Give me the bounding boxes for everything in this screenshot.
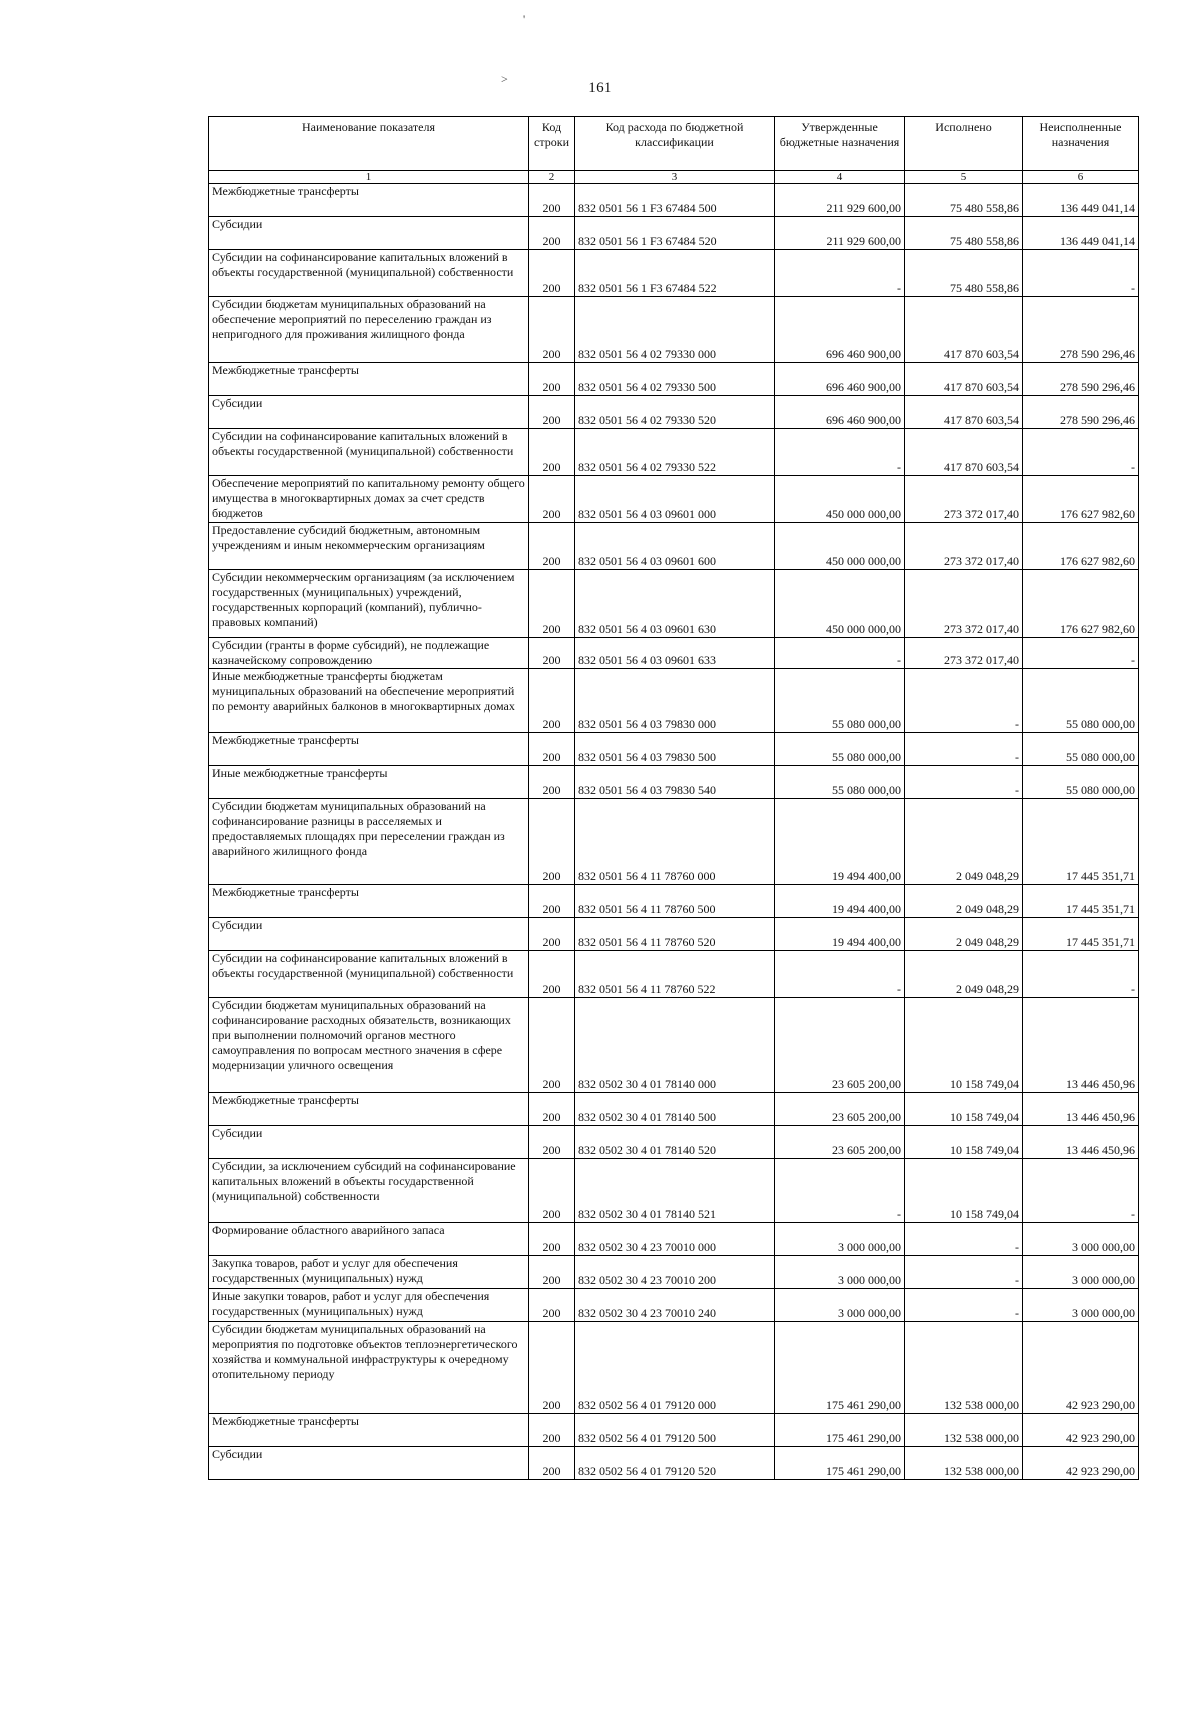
line-code-cell: 200 [529,733,575,766]
line-code-cell: 200 [529,766,575,799]
table-row [209,1289,1139,1322]
executed-amount-cell: 75 480 558,86 [905,250,1023,297]
line-code-cell: 200 [529,638,575,669]
line-code-cell: 200 [529,184,575,217]
executed-amount-cell: 10 158 749,04 [905,998,1023,1093]
indicator-name-cell: Межбюджетные трансферты [209,885,529,918]
table-row [209,476,1139,523]
table-row [209,918,1139,951]
executed-amount-cell: 273 372 017,40 [905,523,1023,570]
budget-code-cell: 832 0501 56 1 F3 67484 500 [575,184,775,217]
budget-code-cell: 832 0502 30 4 23 70010 000 [575,1223,775,1256]
unexecuted-amount-cell: 17 445 351,71 [1023,885,1139,918]
approved-amount-cell: 19 494 400,00 [775,799,905,885]
line-code-cell: 200 [529,297,575,363]
executed-amount-cell: 2 049 048,29 [905,951,1023,998]
unexecuted-amount-cell: 42 923 290,00 [1023,1414,1139,1447]
table-row [209,217,1139,250]
executed-amount-cell: 417 870 603,54 [905,396,1023,429]
line-code-cell: 200 [529,217,575,250]
unexecuted-amount-cell: 55 080 000,00 [1023,733,1139,766]
indicator-name-cell: Иные межбюджетные трансферты бюджетам муниципальных образований на обеспечение мероприятий по ремонту аварийных балконов в многоквартирных домах [209,669,529,733]
indicator-name-cell: Субсидии бюджетам муниципальных образований на софинансирование разницы в расселяемых и предоставляемых площадях при переселении граждан из аварийного жилищного фонда [209,799,529,885]
approved-amount-cell: 175 461 290,00 [775,1447,905,1480]
executed-amount-cell: 2 049 048,29 [905,885,1023,918]
unexecuted-amount-cell: - [1023,951,1139,998]
budget-code-cell: 832 0501 56 4 11 78760 500 [575,885,775,918]
indicator-name-cell: Субсидии [209,396,529,429]
budget-code-cell: 832 0501 56 1 F3 67484 522 [575,250,775,297]
executed-amount-cell: 273 372 017,40 [905,570,1023,638]
indicator-name-cell: Иные межбюджетные трансферты [209,766,529,799]
approved-amount-cell: 175 461 290,00 [775,1414,905,1447]
budget-code-cell: 832 0501 56 4 03 79830 000 [575,669,775,733]
approved-amount-cell: 55 080 000,00 [775,733,905,766]
indicator-name-cell: Формирование областного аварийного запаса [209,1223,529,1256]
table-row [209,733,1139,766]
executed-amount-cell: 132 538 000,00 [905,1322,1023,1414]
budget-code-cell: 832 0501 56 4 11 78760 522 [575,951,775,998]
table-row [209,1447,1139,1480]
table-row [209,396,1139,429]
unexecuted-amount-cell: 17 445 351,71 [1023,799,1139,885]
line-code-cell: 200 [529,951,575,998]
indicator-name-cell: Субсидии некоммерческим организациям (за исключением государственных (муниципальных) учреждений, государственных корпораций (компаний), публично-правовых компаний) [209,570,529,638]
line-code-cell: 200 [529,1256,575,1289]
line-code-cell: 200 [529,1126,575,1159]
budget-code-cell: 832 0501 56 4 03 09601 000 [575,476,775,523]
approved-amount-cell: 696 460 900,00 [775,297,905,363]
approved-amount-cell: - [775,429,905,476]
unexecuted-amount-cell: 3 000 000,00 [1023,1289,1139,1322]
approved-amount-cell: 3 000 000,00 [775,1223,905,1256]
table-row [209,998,1139,1093]
approved-amount-cell: 3 000 000,00 [775,1256,905,1289]
table-row [209,570,1139,638]
budget-code-cell: 832 0502 30 4 01 78140 000 [575,998,775,1093]
budget-code-cell: 832 0501 56 4 03 09601 600 [575,523,775,570]
executed-amount-cell: 273 372 017,40 [905,638,1023,669]
indicator-name-cell: Субсидии на софинансирование капитальных вложений в объекты государственной (муниципальной) собственности [209,250,529,297]
header-row [209,117,1139,171]
indicator-name-cell: Межбюджетные трансферты [209,363,529,396]
line-code-cell: 200 [529,1159,575,1223]
line-code-cell: 200 [529,669,575,733]
unexecuted-amount-cell: 3 000 000,00 [1023,1223,1139,1256]
budget-code-cell: 832 0501 56 4 02 79330 522 [575,429,775,476]
unexecuted-amount-cell: 176 627 982,60 [1023,523,1139,570]
indicator-name-cell: Субсидии бюджетам муниципальных образований на обеспечение мероприятий по переселению граждан из непригодного для проживания жилищного фонда [209,297,529,363]
executed-amount-cell: 273 372 017,40 [905,476,1023,523]
budget-code-cell: 832 0501 56 4 03 09601 630 [575,570,775,638]
indicator-name-cell: Межбюджетные трансферты [209,733,529,766]
budget-code-cell: 832 0501 56 4 02 79330 000 [575,297,775,363]
indicator-name-cell: Обеспечение мероприятий по капитальному ремонту общего имущества в многоквартирных домах за счет средств бюджетов [209,476,529,523]
budget-code-cell: 832 0501 56 4 03 79830 540 [575,766,775,799]
indicator-name-cell: Субсидии [209,1447,529,1480]
table-row [209,250,1139,297]
unexecuted-amount-cell: 17 445 351,71 [1023,918,1139,951]
executed-amount-cell: 2 049 048,29 [905,918,1023,951]
indicator-name-cell: Межбюджетные трансферты [209,184,529,217]
executed-amount-cell: - [905,1223,1023,1256]
executed-amount-cell: 132 538 000,00 [905,1414,1023,1447]
table-row [209,766,1139,799]
budget-code-cell: 832 0502 56 4 01 79120 500 [575,1414,775,1447]
line-code-cell: 200 [529,250,575,297]
unexecuted-amount-cell: 42 923 290,00 [1023,1322,1139,1414]
header-approved: Утвержденные бюджетные назначения [775,117,905,171]
unexecuted-amount-cell: 13 446 450,96 [1023,998,1139,1093]
budget-code-cell: 832 0501 56 4 03 79830 500 [575,733,775,766]
page-number: 161 [588,80,612,96]
column-number-row [209,171,1139,184]
executed-amount-cell: 417 870 603,54 [905,363,1023,396]
indicator-name-cell: Субсидии (гранты в форме субсидий), не подлежащие казначейскому сопровождению [209,638,529,669]
indicator-name-cell: Субсидии [209,217,529,250]
table-row [209,638,1139,669]
approved-amount-cell: - [775,250,905,297]
header-indicator-name: Наименование показателя [209,117,529,171]
table-row [209,184,1139,217]
unexecuted-amount-cell: 176 627 982,60 [1023,570,1139,638]
budget-code-cell: 832 0502 56 4 01 79120 000 [575,1322,775,1414]
executed-amount-cell: 10 158 749,04 [905,1093,1023,1126]
line-code-cell: 200 [529,523,575,570]
header-executed: Исполнено [905,117,1023,171]
indicator-name-cell: Субсидии бюджетам муниципальных образований на софинансирование расходных обязательств, возникающих при выполнении полномочий органов местного самоуправления по вопросам местного значения в сфере модернизации уличного освещения [209,998,529,1093]
unexecuted-amount-cell: 136 449 041,14 [1023,184,1139,217]
unexecuted-amount-cell: 136 449 041,14 [1023,217,1139,250]
table-row [209,1322,1139,1414]
unexecuted-amount-cell: 55 080 000,00 [1023,669,1139,733]
line-code-cell: 200 [529,1414,575,1447]
line-code-cell: 200 [529,476,575,523]
column-number: 1 [209,171,529,184]
indicator-name-cell: Субсидии бюджетам муниципальных образований на мероприятия по подготовке объектов теплоэнергетического хозяйства и коммунальной инфраструктуры к очередному отопительному периоду [209,1322,529,1414]
budget-code-cell: 832 0501 56 1 F3 67484 520 [575,217,775,250]
approved-amount-cell: - [775,1159,905,1223]
approved-amount-cell: 175 461 290,00 [775,1322,905,1414]
line-code-cell: 200 [529,885,575,918]
budget-execution-table [208,116,1139,1480]
approved-amount-cell: 696 460 900,00 [775,396,905,429]
column-number: 2 [529,171,575,184]
indicator-name-cell: Межбюджетные трансферты [209,1093,529,1126]
line-code-cell: 200 [529,1447,575,1480]
column-number: 5 [905,171,1023,184]
approved-amount-cell: 450 000 000,00 [775,476,905,523]
executed-amount-cell: - [905,733,1023,766]
approved-amount-cell: 55 080 000,00 [775,669,905,733]
line-code-cell: 200 [529,998,575,1093]
indicator-name-cell: Предоставление субсидий бюджетным, автономным учреждениям и иным некоммерческим организациям [209,523,529,570]
executed-amount-cell: 10 158 749,04 [905,1126,1023,1159]
approved-amount-cell: 23 605 200,00 [775,1126,905,1159]
column-number: 6 [1023,171,1139,184]
budget-code-cell: 832 0502 30 4 01 78140 521 [575,1159,775,1223]
scan-mark: ' [523,12,526,26]
executed-amount-cell: - [905,1289,1023,1322]
unexecuted-amount-cell: 55 080 000,00 [1023,766,1139,799]
executed-amount-cell: 417 870 603,54 [905,429,1023,476]
line-code-cell: 200 [529,363,575,396]
table-row [209,523,1139,570]
unexecuted-amount-cell: - [1023,429,1139,476]
approved-amount-cell: 23 605 200,00 [775,1093,905,1126]
unexecuted-amount-cell: 176 627 982,60 [1023,476,1139,523]
unexecuted-amount-cell: 42 923 290,00 [1023,1447,1139,1480]
budget-code-cell: 832 0501 56 4 02 79330 500 [575,363,775,396]
header-unexecuted: Неисполненные назначения [1023,117,1139,171]
table-row [209,669,1139,733]
executed-amount-cell: 417 870 603,54 [905,297,1023,363]
table-row [209,1223,1139,1256]
line-code-cell: 200 [529,429,575,476]
unexecuted-amount-cell: - [1023,638,1139,669]
header-budget-code: Код расхода по бюджетной классификации [575,117,775,171]
header-line-code: Код строки [529,117,575,171]
executed-amount-cell: 2 049 048,29 [905,799,1023,885]
budget-code-cell: 832 0502 30 4 01 78140 520 [575,1126,775,1159]
approved-amount-cell: 3 000 000,00 [775,1289,905,1322]
indicator-name-cell: Субсидии на софинансирование капитальных вложений в объекты государственной (муниципальной) собственности [209,951,529,998]
table-row [209,1414,1139,1447]
approved-amount-cell: - [775,638,905,669]
table-row [209,1159,1139,1223]
approved-amount-cell: 450 000 000,00 [775,523,905,570]
line-code-cell: 200 [529,396,575,429]
approved-amount-cell: 211 929 600,00 [775,217,905,250]
budget-code-cell: 832 0502 30 4 23 70010 200 [575,1256,775,1289]
table-row [209,1256,1139,1289]
indicator-name-cell: Субсидии [209,1126,529,1159]
executed-amount-cell: - [905,1256,1023,1289]
budget-code-cell: 832 0501 56 4 11 78760 520 [575,918,775,951]
column-number: 4 [775,171,905,184]
unexecuted-amount-cell: - [1023,1159,1139,1223]
unexecuted-amount-cell: 13 446 450,96 [1023,1093,1139,1126]
indicator-name-cell: Субсидии на софинансирование капитальных вложений в объекты государственной (муниципальной) собственности [209,429,529,476]
budget-code-cell: 832 0501 56 4 03 09601 633 [575,638,775,669]
line-code-cell: 200 [529,1093,575,1126]
approved-amount-cell: 211 929 600,00 [775,184,905,217]
executed-amount-cell: - [905,766,1023,799]
executed-amount-cell: 10 158 749,04 [905,1159,1023,1223]
unexecuted-amount-cell: 278 590 296,46 [1023,297,1139,363]
table-row [209,799,1139,885]
line-code-cell: 200 [529,1289,575,1322]
approved-amount-cell: 450 000 000,00 [775,570,905,638]
table-row [209,885,1139,918]
table-body [209,184,1139,1480]
indicator-name-cell: Субсидии [209,918,529,951]
line-code-cell: 200 [529,1223,575,1256]
unexecuted-amount-cell: - [1023,250,1139,297]
unexecuted-amount-cell: 13 446 450,96 [1023,1126,1139,1159]
indicator-name-cell: Межбюджетные трансферты [209,1414,529,1447]
unexecuted-amount-cell: 278 590 296,46 [1023,363,1139,396]
approved-amount-cell: 19 494 400,00 [775,918,905,951]
budget-code-cell: 832 0502 56 4 01 79120 520 [575,1447,775,1480]
table-row [209,1093,1139,1126]
line-code-cell: 200 [529,1322,575,1414]
budget-code-cell: 832 0502 30 4 23 70010 240 [575,1289,775,1322]
indicator-name-cell: Субсидии, за исключением субсидий на софинансирование капитальных вложений в объекты государственной (муниципальной) собственности [209,1159,529,1223]
line-code-cell: 200 [529,799,575,885]
budget-code-cell: 832 0501 56 4 02 79330 520 [575,396,775,429]
indicator-name-cell: Закупка товаров, работ и услуг для обеспечения государственных (муниципальных) нужд [209,1256,529,1289]
approved-amount-cell: - [775,951,905,998]
line-code-cell: 200 [529,570,575,638]
scan-mark: > [501,72,508,86]
approved-amount-cell: 19 494 400,00 [775,885,905,918]
executed-amount-cell: - [905,669,1023,733]
table-row [209,429,1139,476]
table-row [209,951,1139,998]
indicator-name-cell: Иные закупки товаров, работ и услуг для обеспечения государственных (муниципальных) нужд [209,1289,529,1322]
approved-amount-cell: 55 080 000,00 [775,766,905,799]
executed-amount-cell: 75 480 558,86 [905,184,1023,217]
column-number: 3 [575,171,775,184]
unexecuted-amount-cell: 278 590 296,46 [1023,396,1139,429]
table-row [209,297,1139,363]
table-row [209,363,1139,396]
table-row [209,1126,1139,1159]
executed-amount-cell: 75 480 558,86 [905,217,1023,250]
budget-code-cell: 832 0501 56 4 11 78760 000 [575,799,775,885]
budget-code-cell: 832 0502 30 4 01 78140 500 [575,1093,775,1126]
approved-amount-cell: 696 460 900,00 [775,363,905,396]
unexecuted-amount-cell: 3 000 000,00 [1023,1256,1139,1289]
executed-amount-cell: 132 538 000,00 [905,1447,1023,1480]
line-code-cell: 200 [529,918,575,951]
approved-amount-cell: 23 605 200,00 [775,998,905,1093]
